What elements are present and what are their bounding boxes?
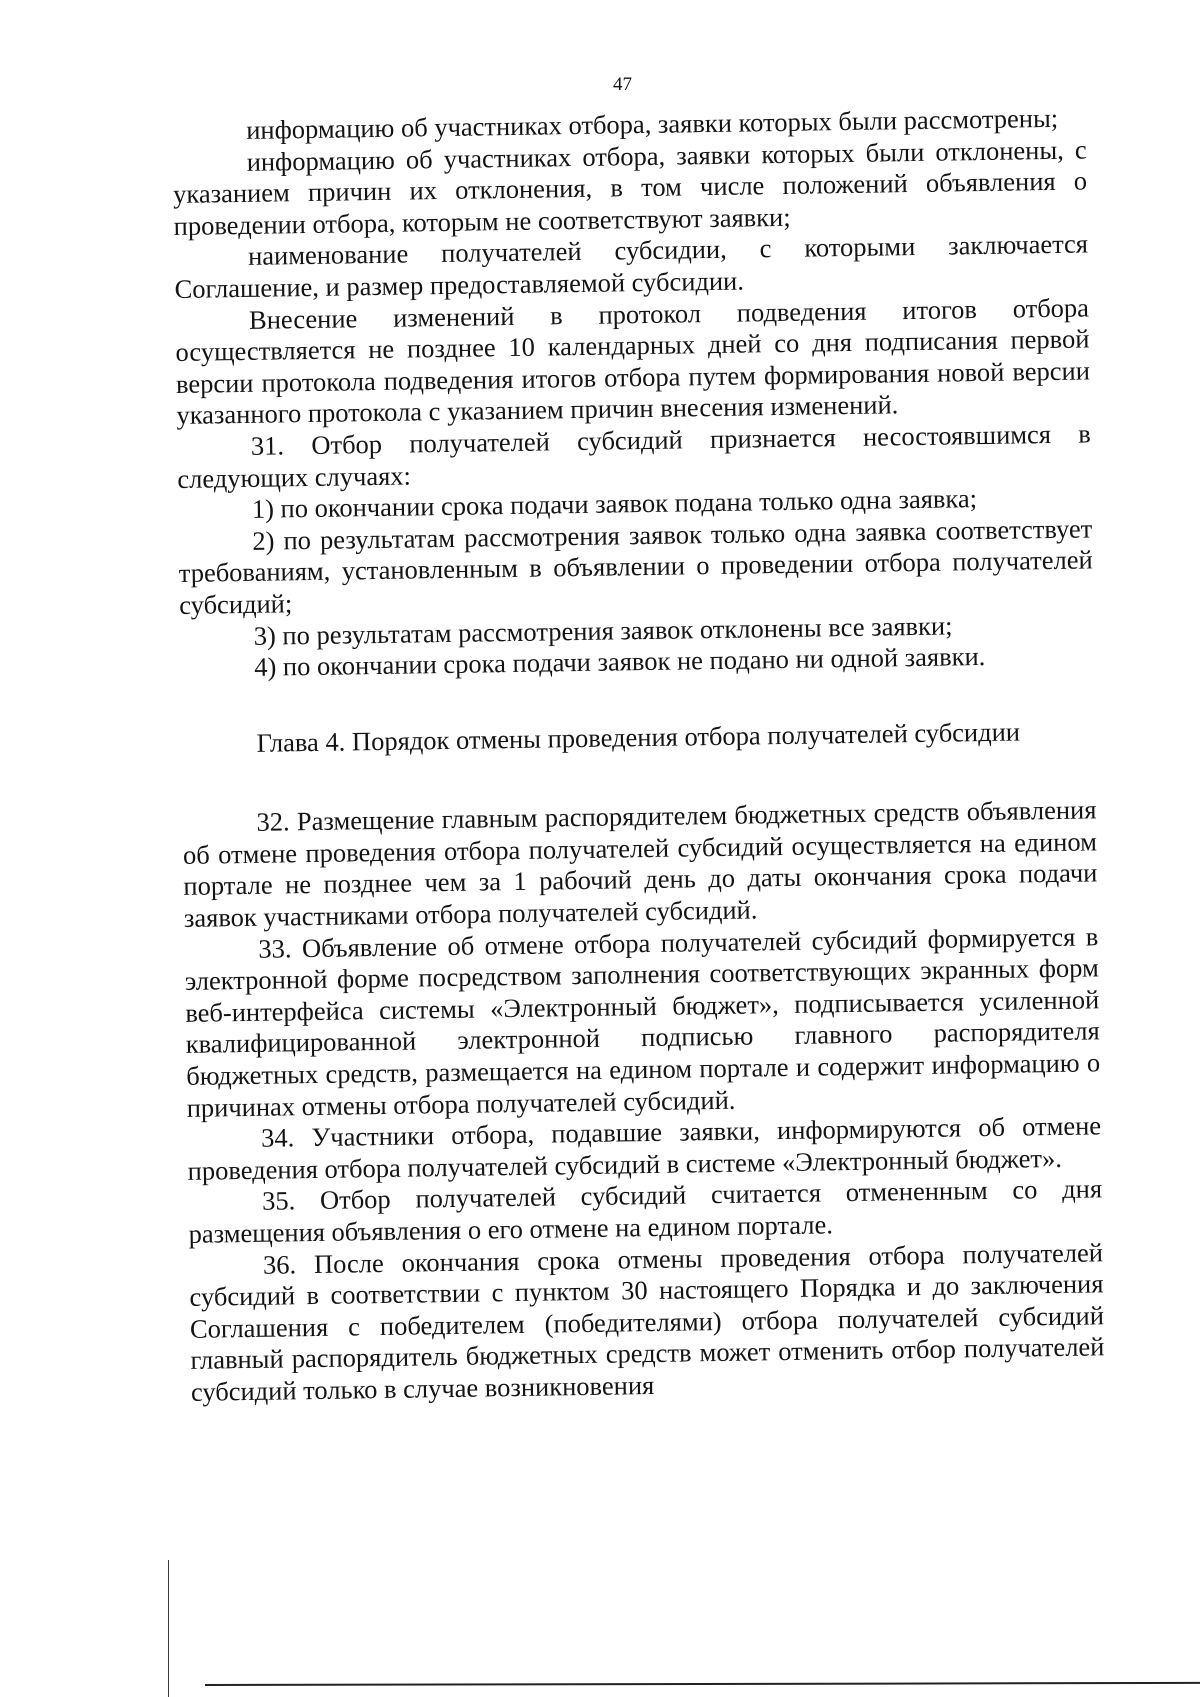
document-body bbox=[172, 102, 1105, 1408]
page-number: 47 bbox=[613, 74, 632, 95]
paragraph-35: 35. Отбор получателей субсидий считается отмененным со дня размещения объявления о его отмене на едином портале. bbox=[188, 1173, 1103, 1249]
paragraph-reviewed-participants: информацию об участниках отбора, заявки которых были рассмотрены; bbox=[245, 102, 1059, 145]
scan-margin-line bbox=[168, 1560, 169, 1697]
scan-bottom-edge bbox=[205, 1682, 1200, 1686]
paragraph-34: 34. Участники отбора, подавшие заявки, информируются об отмене проведения отбора получателей субсидий в системе «Электронный бюджет». bbox=[187, 1110, 1102, 1186]
paragraph-36: 36. После окончания срока отмены проведения отбора получателей субсидий в соответствии с пунктом 30 настоящего Порядка и до заключения Соглашения с победителем (победителями) отбора получателей субсидий главный распорядитель бюджетных средств может отменить отбор получателей субсидий только в случае возникновения bbox=[189, 1236, 1105, 1407]
paragraph-31-item-1: 1) по окончании срока подачи заявок подана только одна заявка; bbox=[251, 483, 978, 524]
paragraph-31-item-2: 2) по результатам рассмотрения заявок только одна заявка соответствует требованиям, установленным в объявлении о проведении отбора получателей субсидий; bbox=[178, 513, 1093, 620]
paragraph-31-item-3: 3) по результатам рассмотрения заявок отклонены все заявки; bbox=[253, 609, 953, 651]
paragraph-32: 32. Размещение главным распорядителем бюджетных средств объявления об отмене проведения отбора получателей субсидий осуществляется на едином портале не позднее чем за 1 рабочий день до даты окончания срока подачи заявок участниками отбора получателей субсидий. bbox=[182, 794, 1098, 933]
paragraph-31-item-4: 4) по окончании срока подачи заявок не подано ни одной заявки. bbox=[253, 641, 986, 682]
paragraph-recipients-names: наименование получателей субсидии, с которыми заключается Соглашение, и размер предоставляемой субсидии. bbox=[174, 228, 1089, 304]
paragraph-31: 31. Отбор получателей субсидий признается несостоявшимся в следующих случаях: bbox=[177, 418, 1092, 494]
paragraph-33: 33. Объявление об отмене отбора получателей субсидий формируется в электронной форме посредством заполнения соответствующих экранных форм веб-интерфейса системы «Электронный бюджет», подписывается усиленной квалифицированной электронной подписью главного распорядителя бюджетных средств, размещается на едином портале и содержит информацию о причинах отмены отбора получателей субсидий. bbox=[184, 921, 1101, 1123]
paragraph-protocol-changes: Внесение изменений в протокол подведения итогов отбора осуществляется не позднее 10 календарных дней со дня подписания первой версии протокола подведения итогов отбора путем формирования новой версии указанного протокола с указанием причин внесения изменений. bbox=[175, 291, 1091, 431]
chapter-heading: Глава 4. Порядок отмены проведения отбора получателей субсидии bbox=[256, 716, 1021, 758]
paragraph-rejected-participants: информацию об участниках отбора, заявки которых были отклонены, с указанием причин их отклонения, в том числе положений объявления о проведении отбора, которым не соответствуют заявки; bbox=[172, 134, 1088, 241]
